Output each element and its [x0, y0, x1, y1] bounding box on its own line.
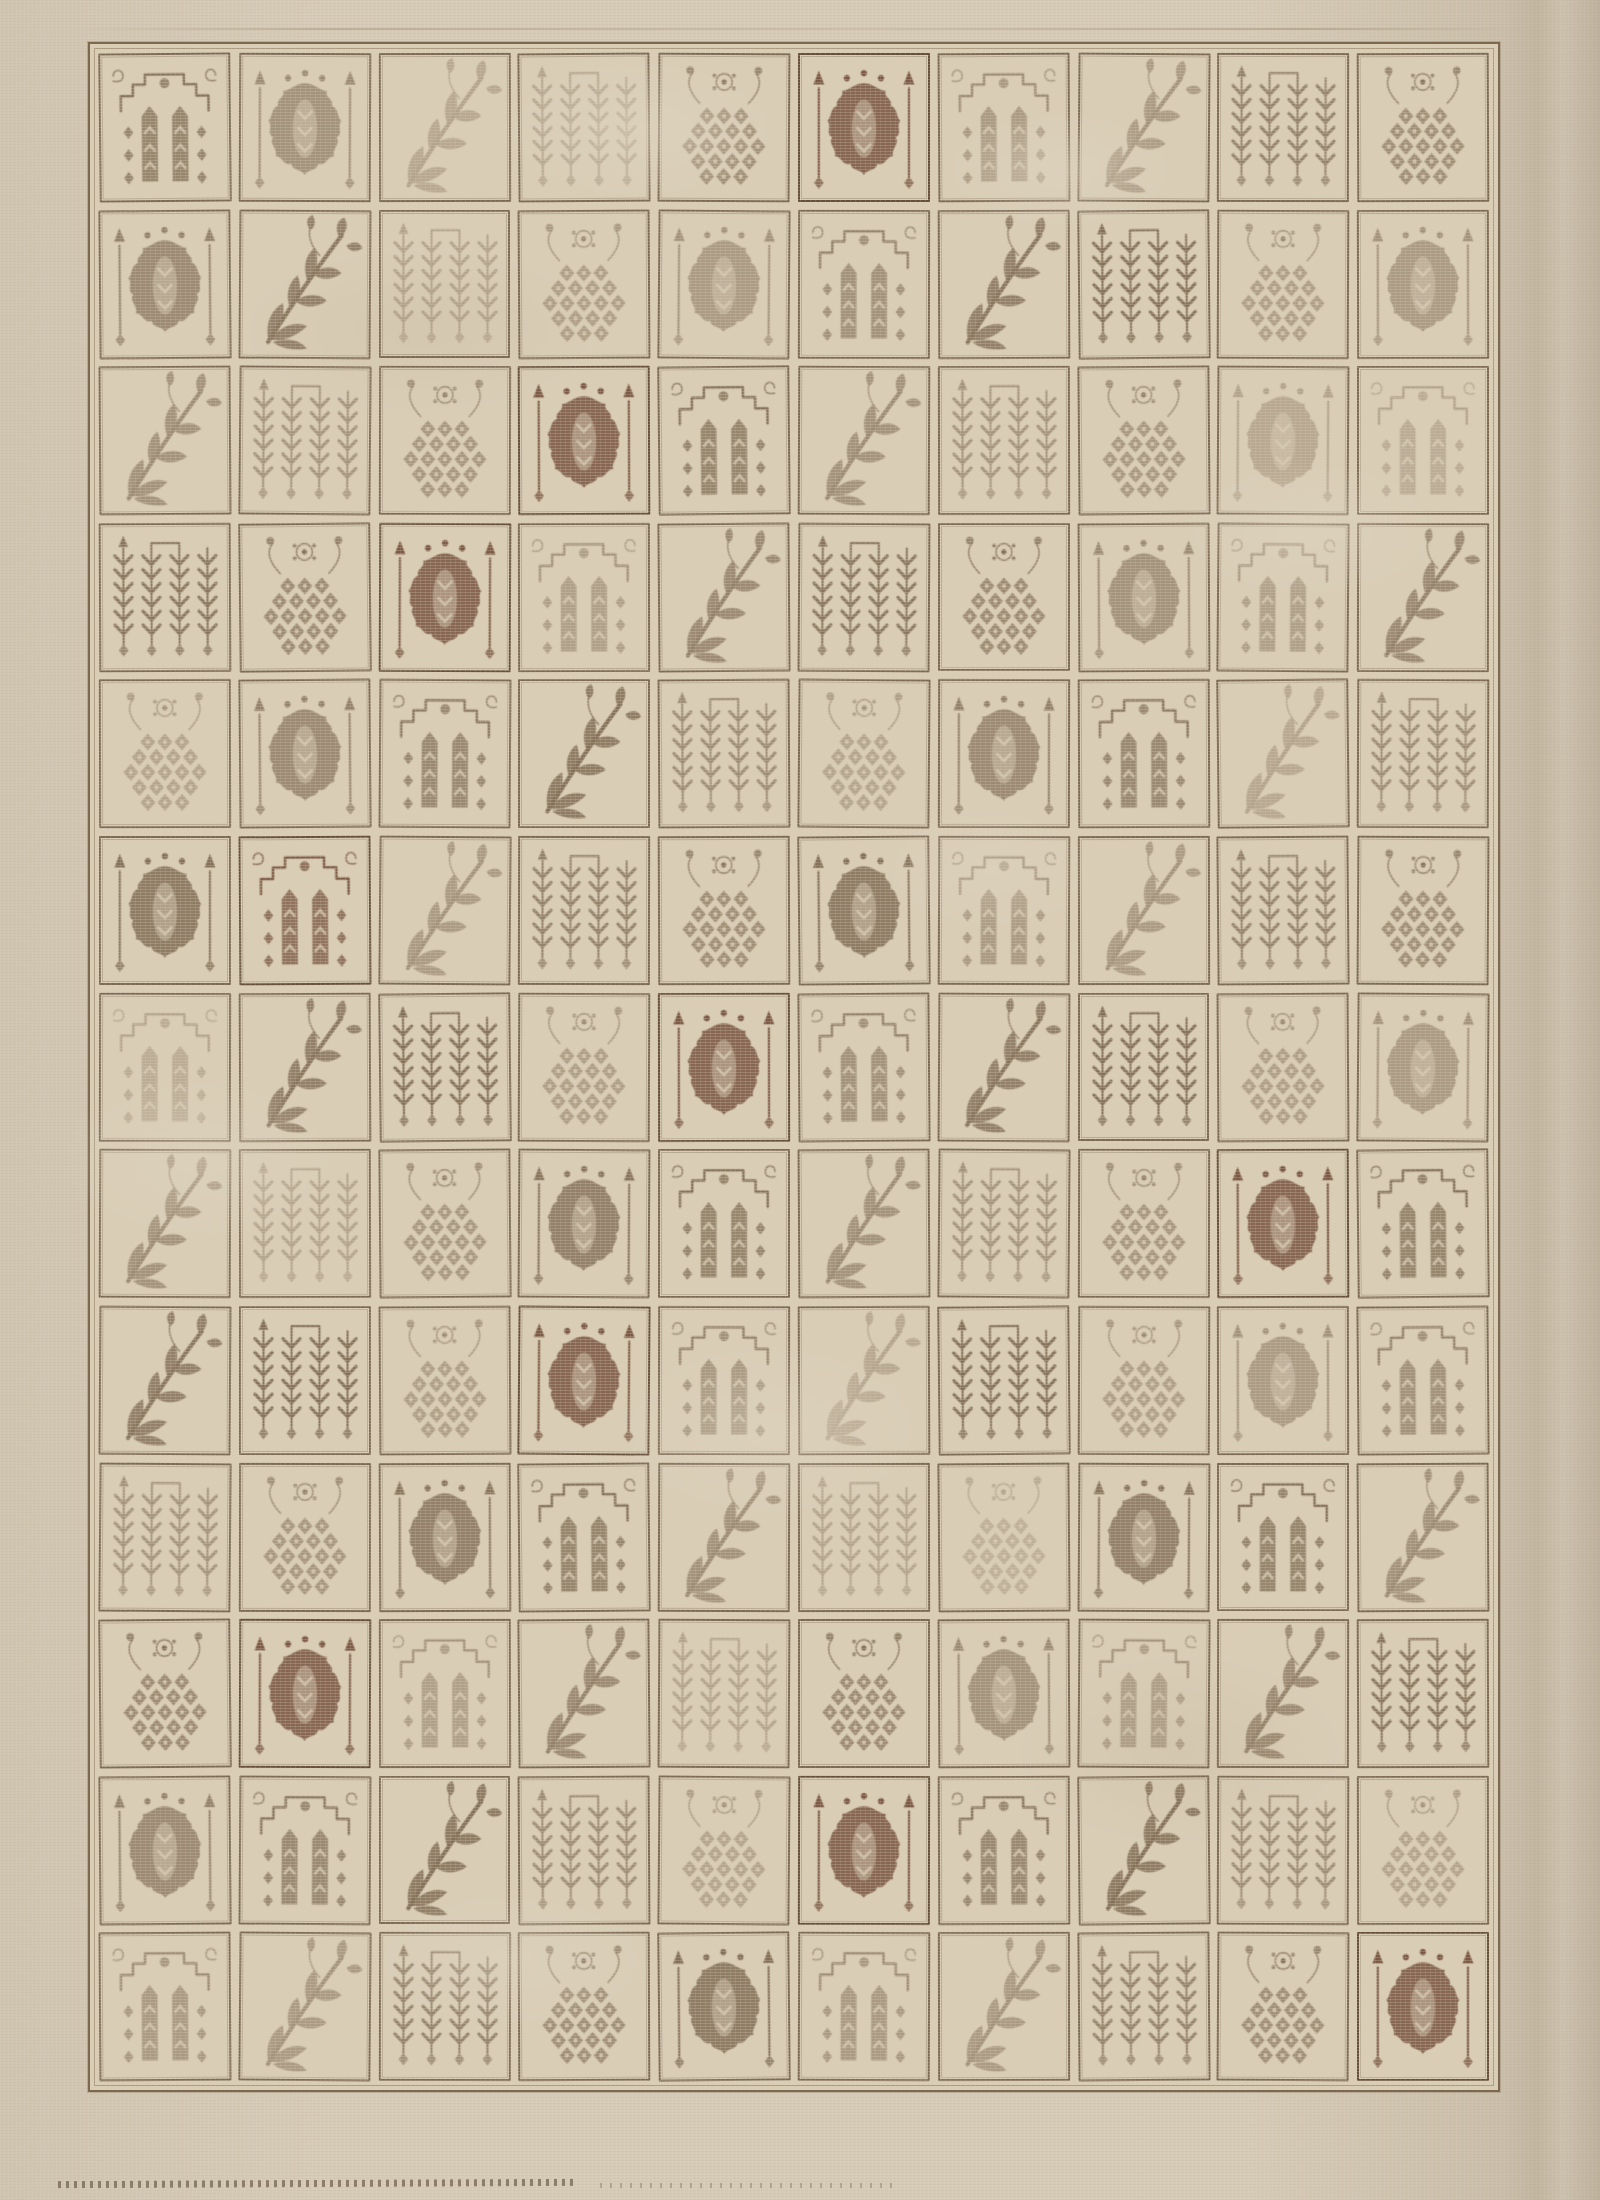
- rug-panel-arch: [937, 836, 1069, 985]
- rug-panel-branch: [798, 1306, 930, 1455]
- rug-panel-branch: [1077, 52, 1210, 202]
- bouquet-motif-icon: [663, 998, 785, 1137]
- rug-panel-trellis: [1357, 836, 1490, 985]
- trellis-motif-icon: [523, 214, 646, 353]
- trellis-motif-icon: [244, 1467, 366, 1606]
- branch-motif-icon: [104, 371, 227, 510]
- arch-motif-icon: [383, 684, 506, 823]
- rug-panel-arch: [1217, 522, 1350, 672]
- rug-panel-branch: [798, 366, 930, 515]
- rug-panel-willow: [238, 366, 371, 516]
- rug-panel-willow: [239, 1149, 371, 1298]
- arch-motif-icon: [802, 997, 925, 1137]
- willow-motif-icon: [943, 371, 1065, 510]
- rug-panel-branch: [1077, 836, 1209, 985]
- willow-motif-icon: [1222, 841, 1345, 981]
- branch-motif-icon: [943, 214, 1065, 353]
- trellis-motif-icon: [103, 1624, 226, 1764]
- branch-motif-icon: [244, 997, 366, 1136]
- trellis-motif-icon: [1222, 1937, 1345, 2076]
- arch-motif-icon: [1362, 1310, 1485, 1450]
- arch-motif-icon: [104, 1937, 227, 2076]
- arch-motif-icon: [104, 998, 226, 1137]
- rug-panel-bouquet: [657, 1932, 790, 2082]
- rug-panel-bouquet: [1357, 992, 1490, 1142]
- rug-panel-willow: [98, 1462, 231, 1612]
- branch-motif-icon: [104, 1154, 226, 1293]
- rug-panel-branch: [658, 522, 791, 672]
- rug-panel-arch: [238, 836, 371, 985]
- bouquet-motif-icon: [523, 371, 645, 510]
- arch-motif-icon: [1082, 1624, 1205, 1764]
- rug-panel-trellis: [658, 53, 791, 202]
- rug-panel-trellis: [518, 992, 650, 1141]
- bouquet-motif-icon: [244, 1624, 366, 1763]
- arch-motif-icon: [942, 58, 1065, 197]
- branch-motif-icon: [243, 214, 366, 353]
- bouquet-motif-icon: [1362, 1937, 1484, 2076]
- branch-motif-icon: [803, 1311, 925, 1450]
- rug-panel-bouquet: [238, 53, 370, 202]
- rug-panel-willow: [378, 992, 511, 1142]
- trellis-motif-icon: [383, 371, 505, 510]
- rug-panel-arch: [937, 53, 1070, 202]
- trellis-motif-icon: [383, 1311, 506, 1450]
- willow-motif-icon: [803, 527, 926, 666]
- bouquet-motif-icon: [803, 1781, 925, 1920]
- willow-motif-icon: [803, 1467, 925, 1606]
- trellis-motif-icon: [802, 684, 925, 824]
- trellis-motif-icon: [1082, 371, 1205, 511]
- bouquet-motif-icon: [943, 684, 1065, 823]
- fringe-threads: [58, 2179, 578, 2188]
- bouquet-motif-icon: [1082, 1467, 1205, 1606]
- branch-motif-icon: [942, 997, 1065, 1136]
- rug-panel-trellis: [1217, 1932, 1350, 2081]
- arch-motif-icon: [1361, 1154, 1484, 1294]
- rug-panel-bouquet: [937, 1619, 1070, 1768]
- rug-panel-willow: [1078, 993, 1210, 1142]
- rug-panel-arch: [99, 1932, 232, 2081]
- rug-panel-branch: [1077, 1775, 1210, 1925]
- rug-panel-willow: [518, 52, 651, 202]
- arch-motif-icon: [663, 1311, 785, 1450]
- rug-panel-arch: [378, 1619, 510, 1768]
- rug-panel-trellis: [238, 522, 371, 672]
- rug-panel-branch: [238, 209, 371, 358]
- rug-panel-willow: [379, 210, 511, 359]
- rug-panel-willow: [518, 1775, 651, 1924]
- branch-motif-icon: [384, 1781, 506, 1920]
- rug-panel-bouquet: [1217, 366, 1350, 515]
- rug-panel-trellis: [239, 1462, 371, 1611]
- rug-panel-trellis: [658, 836, 790, 985]
- rug-panel-branch: [378, 53, 510, 202]
- rug-panel-willow: [1217, 1775, 1349, 1924]
- trellis-motif-icon: [1222, 997, 1345, 1136]
- willow-motif-icon: [1362, 1624, 1484, 1763]
- arch-motif-icon: [523, 1467, 646, 1607]
- rug-panel-willow: [1357, 679, 1489, 828]
- willow-motif-icon: [244, 1154, 366, 1293]
- branch-motif-icon: [1082, 841, 1204, 980]
- rug-panel-branch: [378, 836, 511, 986]
- rug-panel-trellis: [1077, 1149, 1209, 1298]
- trellis-motif-icon: [943, 528, 1065, 667]
- rug-panel-bouquet: [98, 1775, 231, 1925]
- rug-panel-arch: [1077, 679, 1209, 828]
- rug-panel-willow: [937, 1305, 1070, 1455]
- branch-motif-icon: [1222, 684, 1345, 824]
- rug-panel-branch: [798, 1149, 931, 1298]
- rug-panel-arch: [1357, 366, 1489, 515]
- branch-motif-icon: [104, 1311, 227, 1450]
- rug-panel-bouquet: [518, 1305, 651, 1455]
- willow-motif-icon: [1082, 214, 1205, 354]
- trellis-motif-icon: [663, 841, 785, 980]
- rug-panel-bouquet: [99, 836, 231, 985]
- rug-panel-willow: [1077, 1932, 1210, 2082]
- willow-motif-icon: [1082, 1937, 1205, 2077]
- rug-panel-arch: [518, 1462, 651, 1612]
- rug-panel-willow: [938, 366, 1070, 515]
- trellis-motif-icon: [1222, 214, 1344, 353]
- branch-motif-icon: [523, 1624, 646, 1764]
- rug-panel-arch: [1357, 1305, 1490, 1455]
- branch-motif-icon: [803, 1154, 926, 1293]
- bouquet-motif-icon: [1222, 1311, 1344, 1450]
- rug-panel-bouquet: [798, 1776, 930, 1925]
- rug-panel-trellis: [1217, 992, 1350, 1141]
- rug-panel-bouquet: [658, 993, 790, 1142]
- willow-motif-icon: [942, 1154, 1065, 1294]
- willow-motif-icon: [523, 841, 645, 980]
- arch-motif-icon: [1082, 684, 1204, 823]
- rug-panel-willow: [1077, 209, 1210, 359]
- trellis-motif-icon: [803, 1624, 925, 1763]
- bouquet-motif-icon: [1222, 371, 1345, 510]
- rug-panel-branch: [238, 992, 370, 1141]
- rug-panel-arch: [658, 1149, 790, 1298]
- rug-panel-willow: [798, 522, 931, 671]
- arch-motif-icon: [243, 841, 366, 980]
- arch-motif-icon: [803, 214, 925, 353]
- rug-panel-arch: [1356, 1149, 1489, 1299]
- rug-panel-willow: [658, 1619, 791, 1768]
- trellis-motif-icon: [663, 1780, 786, 1920]
- branch-motif-icon: [663, 527, 786, 667]
- rug-panel-branch: [1217, 679, 1350, 829]
- willow-motif-icon: [384, 215, 506, 354]
- rug-panel-trellis: [798, 1619, 930, 1768]
- bouquet-motif-icon: [103, 214, 226, 354]
- bouquet-motif-icon: [802, 840, 925, 980]
- willow-motif-icon: [663, 684, 786, 823]
- bouquet-motif-icon: [662, 1937, 785, 2077]
- bouquet-motif-icon: [523, 1154, 646, 1293]
- branch-motif-icon: [243, 1937, 366, 2077]
- rug-panel-branch: [1217, 1619, 1349, 1768]
- branch-motif-icon: [803, 371, 925, 510]
- branch-motif-icon: [383, 841, 506, 981]
- rug-panel-willow: [1217, 836, 1350, 986]
- fringe-threads-faint: [600, 2183, 900, 2188]
- rug-panel-arch: [518, 523, 650, 672]
- rug-panel-branch: [99, 1149, 231, 1298]
- rug-panel-trellis: [1357, 53, 1489, 202]
- rug-panel-bouquet: [938, 679, 1070, 828]
- willow-motif-icon: [1222, 1781, 1344, 1920]
- willow-motif-icon: [383, 997, 506, 1137]
- rug-panel-bouquet: [378, 523, 510, 672]
- willow-motif-icon: [523, 1780, 646, 1919]
- rug-panel-bouquet: [1357, 209, 1489, 358]
- rug-panel-willow: [518, 836, 650, 985]
- rug-panel-bouquet: [98, 209, 231, 359]
- rug-panel-willow: [239, 1306, 371, 1455]
- rug-panel-arch: [99, 993, 231, 1142]
- rug-panel-bouquet: [1217, 1149, 1349, 1298]
- bouquet-motif-icon: [663, 214, 786, 354]
- rug-panel-bouquet: [658, 209, 791, 359]
- bouquet-motif-icon: [383, 1467, 505, 1606]
- branch-motif-icon: [383, 58, 505, 197]
- rug-panel-arch: [1077, 1619, 1210, 1769]
- branch-motif-icon: [663, 1467, 785, 1606]
- branch-motif-icon: [1362, 528, 1484, 667]
- rug-panel-trellis: [378, 366, 510, 515]
- rug-panel-branch: [1357, 523, 1489, 672]
- rug-panel-bouquet: [797, 835, 930, 985]
- rug-panel-branch: [518, 679, 650, 828]
- trellis-motif-icon: [243, 527, 366, 667]
- rug-panel-arch: [1217, 1463, 1349, 1612]
- rug-panel-bouquet: [798, 53, 930, 202]
- trellis-motif-icon: [1362, 841, 1485, 980]
- branch-motif-icon: [523, 684, 645, 823]
- bouquet-motif-icon: [104, 841, 226, 980]
- rug-panel-branch: [99, 1306, 232, 1455]
- willow-motif-icon: [1083, 998, 1205, 1137]
- trellis-motif-icon: [1362, 58, 1484, 197]
- arch-motif-icon: [383, 1624, 505, 1763]
- rug-panel-willow: [378, 1932, 510, 2081]
- branch-motif-icon: [1082, 1780, 1205, 1920]
- rug-panel-bouquet: [238, 679, 371, 829]
- trellis-motif-icon: [663, 58, 786, 197]
- rug-top-edge-fold: [70, 28, 1520, 30]
- rug-panel-willow: [1217, 53, 1349, 202]
- rug-panel-trellis: [378, 1149, 511, 1299]
- bouquet-motif-icon: [103, 1780, 226, 1920]
- rug-panel-bouquet: [238, 1619, 370, 1768]
- rug-panel-arch: [658, 1306, 790, 1455]
- trellis-motif-icon: [383, 1154, 506, 1294]
- trellis-motif-icon: [942, 1467, 1065, 1607]
- rug-panel-trellis: [938, 523, 1070, 672]
- rug-panel-willow: [658, 679, 791, 828]
- bouquet-motif-icon: [1362, 997, 1485, 1137]
- trellis-motif-icon: [523, 997, 645, 1136]
- trellis-motif-icon: [1082, 1154, 1204, 1293]
- rug-panel-branch: [379, 1776, 511, 1925]
- willow-motif-icon: [1362, 684, 1484, 823]
- rug-panel-branch: [938, 1932, 1070, 2081]
- rug-panel-trellis: [1077, 1306, 1209, 1455]
- rug-panel-trellis: [518, 1932, 650, 2081]
- rug-panel-bouquet: [1077, 522, 1210, 671]
- arch-motif-icon: [662, 371, 785, 511]
- bouquet-motif-icon: [1362, 214, 1484, 353]
- bouquet-motif-icon: [942, 1624, 1065, 1763]
- selvage-edge: [1504, 0, 1600, 2200]
- trellis-motif-icon: [1362, 1781, 1484, 1920]
- rug-panel-branch: [238, 1932, 371, 2082]
- rug-panel-willow: [99, 523, 231, 672]
- rug-panel-branch: [937, 992, 1070, 1141]
- rug-panel-trellis: [518, 209, 651, 358]
- willow-motif-icon: [383, 1937, 505, 2076]
- rug-panel-arch: [657, 366, 790, 516]
- rug-panel-trellis: [797, 679, 930, 829]
- willow-motif-icon: [1222, 58, 1344, 197]
- rug-panel-trellis: [1357, 1776, 1489, 1925]
- rug-panel-bouquet: [1077, 1462, 1210, 1611]
- rug-panel-arch: [937, 1775, 1069, 1924]
- rug-grid: [99, 53, 1489, 2081]
- rug-panel-arch: [798, 1932, 930, 2081]
- rug-panel-trellis: [1077, 366, 1210, 516]
- branch-motif-icon: [943, 1937, 1065, 2076]
- willow-motif-icon: [243, 371, 366, 511]
- bouquet-motif-icon: [523, 1310, 646, 1450]
- arch-motif-icon: [803, 1937, 925, 2076]
- rug-panel-arch: [238, 1775, 371, 1924]
- rug-panel-bouquet: [378, 1462, 510, 1611]
- rug-panel-trellis: [99, 679, 231, 828]
- arch-motif-icon: [1222, 1468, 1344, 1607]
- rug-panel-branch: [658, 1462, 790, 1611]
- trellis-motif-icon: [1082, 1311, 1204, 1450]
- rug-panel-willow: [798, 1462, 930, 1611]
- arch-motif-icon: [1362, 371, 1484, 510]
- rug-panel-bouquet: [1217, 1306, 1349, 1455]
- bouquet-motif-icon: [383, 528, 505, 667]
- bouquet-motif-icon: [1222, 1154, 1344, 1293]
- branch-motif-icon: [1222, 1624, 1344, 1763]
- rug-panel-arch: [98, 52, 231, 202]
- rug: [88, 42, 1500, 2092]
- trellis-motif-icon: [523, 1937, 645, 2076]
- branch-motif-icon: [1362, 1467, 1485, 1606]
- rug-panel-trellis: [98, 1618, 231, 1768]
- arch-motif-icon: [1222, 527, 1345, 667]
- rug-panel-trellis: [378, 1306, 511, 1455]
- rug-panel-trellis: [1217, 209, 1349, 358]
- arch-motif-icon: [243, 1780, 366, 1919]
- arch-motif-icon: [943, 841, 1065, 980]
- rug-panel-arch: [797, 992, 930, 1142]
- arch-motif-icon: [103, 57, 226, 197]
- bouquet-motif-icon: [244, 58, 366, 197]
- willow-motif-icon: [663, 1624, 786, 1763]
- arch-motif-icon: [943, 1781, 1065, 1920]
- rug-panel-arch: [378, 679, 511, 828]
- branch-motif-icon: [1082, 57, 1205, 197]
- rug-panel-willow: [937, 1149, 1070, 1299]
- willow-motif-icon: [244, 1311, 366, 1450]
- bouquet-motif-icon: [243, 684, 366, 824]
- rug-panel-branch: [518, 1619, 651, 1769]
- rug-panel-branch: [99, 366, 232, 515]
- willow-motif-icon: [523, 57, 646, 197]
- rug-panel-bouquet: [518, 1149, 651, 1298]
- willow-motif-icon: [104, 528, 226, 667]
- rug-panel-trellis: [937, 1462, 1070, 1612]
- rug-panel-branch: [1357, 1462, 1490, 1611]
- trellis-motif-icon: [104, 684, 226, 823]
- rug-panel-willow: [1357, 1619, 1489, 1768]
- arch-motif-icon: [663, 1154, 785, 1293]
- rug-panel-trellis: [658, 1775, 791, 1925]
- rug-panel-arch: [798, 209, 930, 358]
- bouquet-motif-icon: [1082, 527, 1205, 666]
- willow-motif-icon: [942, 1310, 1065, 1450]
- bouquet-motif-icon: [803, 58, 925, 197]
- willow-motif-icon: [103, 1467, 226, 1607]
- arch-motif-icon: [523, 528, 645, 667]
- rug-panel-bouquet: [518, 366, 650, 515]
- rug-panel-bouquet: [1357, 1932, 1489, 2081]
- rug-panel-branch: [937, 209, 1069, 358]
